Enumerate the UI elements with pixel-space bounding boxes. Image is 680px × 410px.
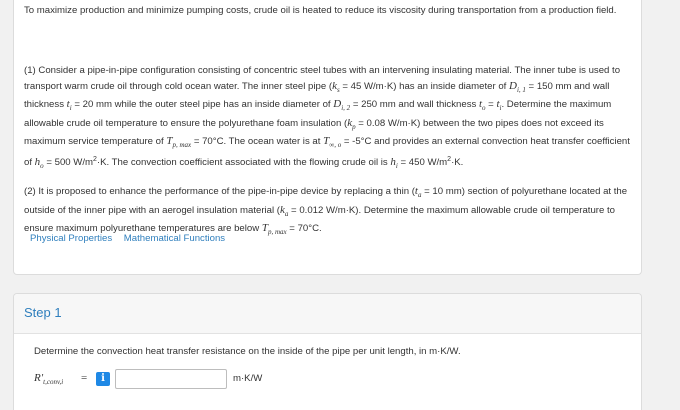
- reference-links: [30, 233, 234, 244]
- info-icon[interactable]: i: [96, 372, 110, 386]
- step-card: [13, 293, 642, 410]
- answer-row: [34, 369, 434, 389]
- step-instruction: Determine the convection heat transfer resistance on the inside of the pipe per unit length, in m·K/W.: [34, 346, 461, 357]
- equals-sign: =: [81, 372, 88, 384]
- unit-label: m·K/W: [233, 373, 263, 384]
- mathematical-functions-link[interactable]: Mathematical Functions: [123, 233, 226, 244]
- problem-intro: To maximize production and minimize pumping costs, crude oil is heated to reduce its viscosity during transportation from a production field.: [24, 5, 617, 16]
- problem-statement-card: [13, 0, 642, 275]
- step-header: [14, 294, 641, 334]
- problem-part-2: (2) It is proposed to enhance the performance of the pipe-in-pipe device by replacing a thin ($t_a = 10$ mm) section of polyurethane located at the outside of the inner pipe with an aerogel insulation material ($k_a = 0.012$ W/m·K). Determine the maximum allowable crude oil temperature to ensure maximum polyurethane temperatures are below $T_{p, max} = 70^\circ C$.: [24, 185, 628, 236]
- physical-properties-link[interactable]: Physical Properties: [30, 233, 113, 244]
- problem-part-1: (1) Consider a pipe-in-pipe configuration consisting of concentric steel tubes with an intervening insulating material. The inner tube is used to transport warm crude oil through cold ocean water. The inner steel pipe ($k_s = 45$ W/m·K) has an inside diameter of $D_{i, 1} = 150$ mm and wall thickness $t_i = 20$ mm while the outer steel pipe has an inside diameter of $D_{i, 2} = 250$ mm and wall thickness $t_o = t_i$. Determine the maximum allowable crude oil temperature to ensure the polyurethane foam insulation ($k_p = 0.08$ W/m·K) between the two pipes does not exceed its maximum service temperature of $T_{p, max} = 70^\circ C$. The ocean water is at $T_{\infty, o} = -5^\circ C$ and provides an external convection heat transfer coefficient of $h_o = 500$ $W/m^2\cdot K$. The convection coefficient associated with the flowing crude oil is $h_i = 450$ $W/m^2\cdot K$.: [24, 65, 630, 170]
- variable-label: $R'_{t,conv,i}$: [34, 372, 64, 386]
- step-title: Step 1: [24, 305, 62, 320]
- answer-input[interactable]: [115, 369, 227, 389]
